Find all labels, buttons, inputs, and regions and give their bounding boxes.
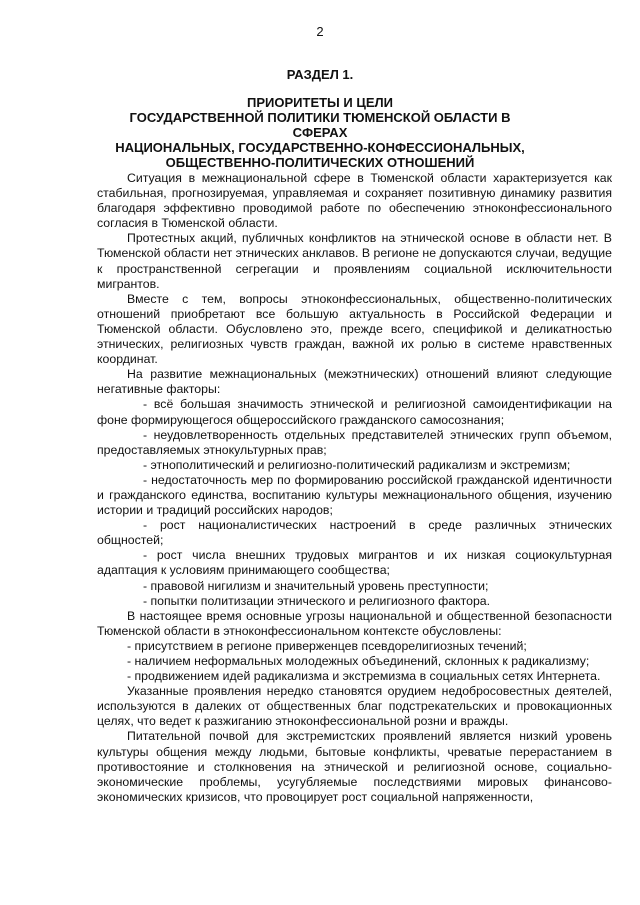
paragraph-situation: Ситуация в межнациональной сфере в Тюменской области характеризуется как стабильная, прогнозируемая, управляемая и сохраняет позитивную динамику развития благодаря эффективно проводимой работе по обеспечению этноконфессионального согласия в Тюменской области. [97, 171, 612, 231]
heading-line: ОБЩЕСТВЕННО-ПОЛИТИЧЕСКИХ ОТНОШЕНИЙ [165, 155, 475, 170]
threat-item: - наличием неформальных молодежных объединений, склонных к радикализму; [127, 654, 590, 668]
threat-item: - присутствием в регионе приверженцев псевдорелигиозных течений; [127, 638, 527, 653]
heading-line: НАЦИОНАЛЬНЫХ, ГОСУДАРСТВЕННО-КОНФЕССИОНАЛЬНЫХ, [115, 140, 525, 155]
section-heading [110, 95, 530, 170]
body-text [97, 171, 612, 805]
paragraph-threats-intro: В настоящее время основные угрозы национальной и общественной безопасности Тюменской области в этноконфессиональном контексте обусловлены: [97, 608, 612, 638]
threat-item: - продвижением идей радикализма и экстремизма в социальных сетях Интернета. [127, 669, 601, 684]
heading-line: ПРИОРИТЕТЫ И ЦЕЛИ [247, 95, 393, 110]
factor-item: - правовой нигилизм и значительный уровень преступности; [143, 578, 489, 593]
section-title: РАЗДЕЛ 1. [286, 67, 354, 82]
paragraph-protests: Протестных акций, публичных конфликтов на этнической основе в области нет. В Тюменской области нет этнических анклавов. В регионе не допускаются случаи, ведущие к пространственной сегрегации и проявлениям социальной исключительности мигрантов. [97, 231, 612, 291]
factor-item: - всё большая значимость этнической и религиозной самоидентификации на фоне формирующегося общероссийского гражданского самосознания; [97, 397, 612, 427]
paragraph-extremism-causes: Питательной почвой для экстремистских проявлений является низкий уровень культуры общения между людьми, бытовые конфликты, чреватые перерастанием в противостояние и столкновения на этнической и религиозной основе, социально-экономические проблемы, усугубляемые последствиями мировых финансово-экономических кризисов, что провоцирует рост социальной напряженности, [97, 729, 612, 804]
heading-line: ГОСУДАРСТВЕННОЙ ПОЛИТИКИ ТЮМЕНСКОЙ ОБЛАСТИ В СФЕРАХ [129, 110, 511, 140]
factor-item: - недостаточность мер по формированию российской гражданской идентичности и гражданского единства, воспитанию культуры межнационального общения, изучению истории и традиций российских народов; [97, 472, 612, 518]
factor-item: - неудовлетворенность отдельных представителей этнических групп объемом, предоставляемых этнокультурных прав; [97, 427, 612, 457]
page-number: 2 [316, 24, 324, 39]
factor-item: - попытки политизации этнического и религиозного фактора. [143, 593, 491, 608]
paragraph-relevance: Вместе с тем, вопросы этноконфессиональных, общественно-политических отношений приобретают все большую актуальность в Российской Федерации и Тюменской области. Обусловлено это, прежде всего, спецификой и деликатностью этнических, религиозных чувств граждан, важной их ролью в системе нравственных координат. [97, 291, 612, 367]
factor-item: - рост националистических настроений в среде различных этнических общностей; [97, 518, 612, 548]
paragraph-factors-intro: На развитие межнациональных (межэтнических) отношений влияют следующие негативные факторы: [97, 367, 612, 397]
factor-item: - этнополитический и религиозно-политический радикализм и экстремизм; [143, 457, 571, 472]
paragraph-manifestations: Указанные проявления нередко становятся орудием недобросовестных деятелей, используются в далеких от общественных благ подстрекательских и провокационных целях, что ведет к разжиганию этноконфессиональной розни и вражды. [97, 684, 612, 729]
factor-item: - рост числа внешних трудовых мигрантов и их низкая социокультурная адаптация к условиям принимающего сообщества; [97, 548, 612, 578]
